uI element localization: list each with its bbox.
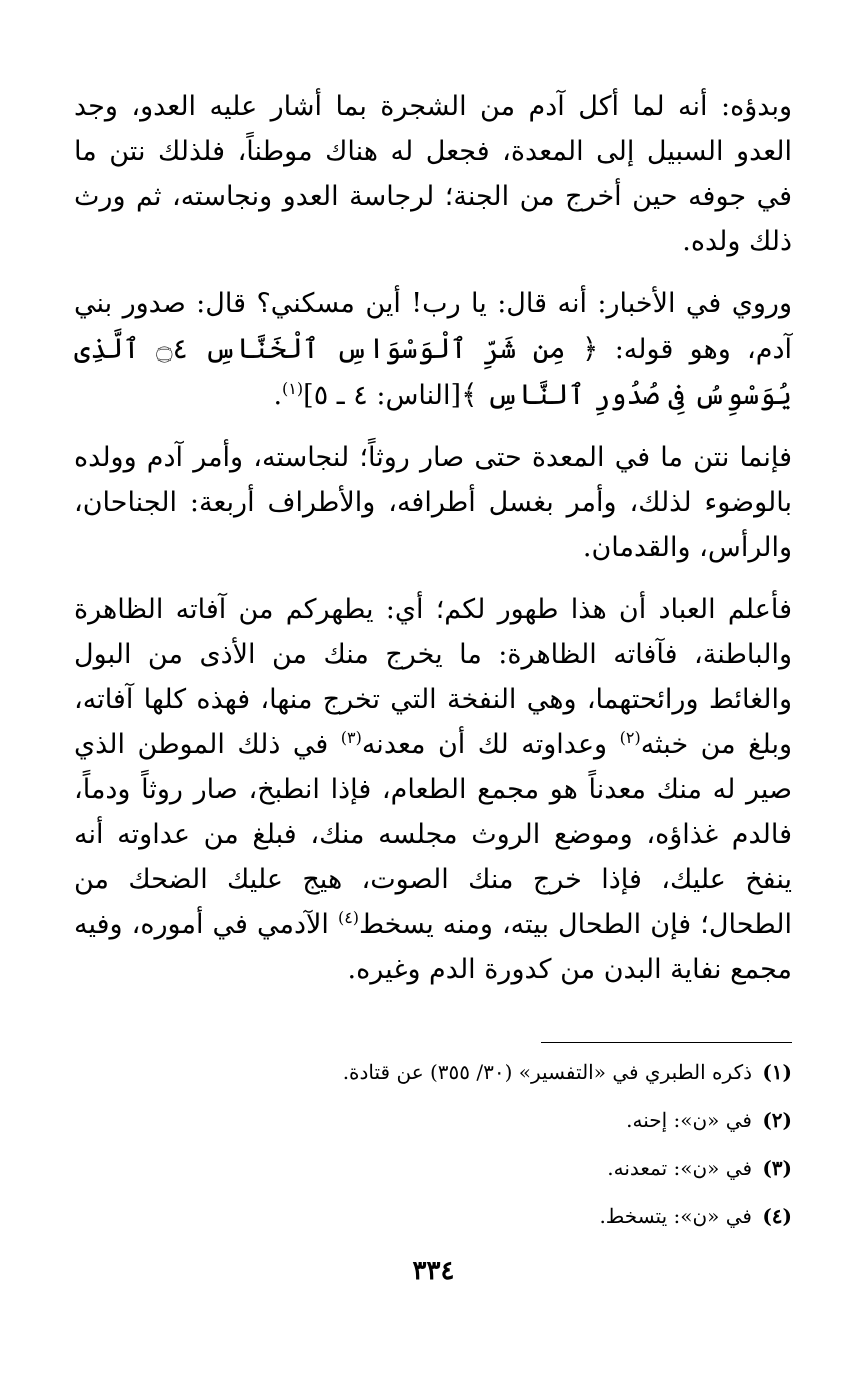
footnote-number: (١) (762, 1060, 792, 1084)
footnote-3 (74, 1156, 792, 1180)
footnotes (74, 1060, 792, 1252)
footnote-ref-1: (١) (282, 379, 304, 398)
paragraph-2 (74, 281, 792, 418)
paragraph-4-part-2: وعداوته لك أن معدنه (361, 729, 620, 760)
paragraph-3: فإنما نتن ما في المعدة حتى صار روثاً؛ لنجاسته، وأمر آدم وولده بالوضوء لذلك، وأمر بغسل أطرافه، والأطراف أربعة: الجناحان، والرأس، والقدمان. (74, 442, 792, 563)
paragraph-2-intro: وروي في الأخبار: أنه قال: يا رب! أين مسكني؟ قال: صدور بني آدم، وهو قوله: (74, 288, 792, 365)
footnote-1 (74, 1060, 792, 1084)
page-number: ٣٣٤ (412, 1256, 455, 1286)
footnote-ref-2: (٢) (619, 728, 641, 747)
footnote-text: في «ن»: تمعدنه. (607, 1156, 752, 1180)
quran-verse: ﴿ مِن شَرِّ ٱلْوَسْوَاسِ ٱلْخَنَّاسِ ۝٤ ٱلَّذِى يُوَسْوِسُ فِى صُدُورِ ٱلنَّاسِ ﴾ (74, 332, 792, 411)
footnote-4 (74, 1204, 792, 1228)
paragraph-4-part-4: الآدمي في أموره، وفيه مجمع نفاية البدن من كدورة الدم وغيره. (74, 909, 792, 985)
footnote-number: (٢) (762, 1108, 792, 1132)
main-text (74, 84, 792, 992)
verse-citation: [الناس: ٤ ـ ٥] (303, 380, 462, 411)
paragraph-4-part-1: فأعلم العباد أن هذا طهور لكم؛ أي: يطهركم من آفاته الظاهرة والباطنة، فآفاته الظاهرة: ما يخرج منك من الأذى من البول والغائط ورائحتهما، وهي النفخة التي تخرج منها، فهذه كلها آفاته، وبلغ من خبثه (74, 594, 792, 760)
paragraph-4 (74, 587, 792, 992)
footnote-text: في «ن»: إحنه. (626, 1108, 752, 1132)
footnote-separator (541, 1042, 792, 1043)
footnote-number: (٤) (762, 1204, 792, 1228)
footnote-text: ذكره الطبري في «التفسير» (٣٠/ ٣٥٥) عن قتادة. (342, 1060, 752, 1084)
paragraph-1: وبدؤه: أنه لما أكل آدم من الشجرة بما أشار عليه العدو، وجد العدو السبيل إلى المعدة، فجعل له هناك موطناً، فلذلك نتن ما في جوفه حين أخرج من الجنة؛ لرجاسة العدو ونجاسته، ثم ورث ذلك ولده. (74, 91, 792, 257)
footnote-2 (74, 1108, 792, 1132)
footnote-ref-4: (٤) (337, 908, 360, 927)
paragraph-4-part-3: في ذلك الموطن الذي صير له منك معدناً هو مجمع الطعام، فإذا انطبخ، صار روثاً ودماً، فالدم غذاؤه، وموضع الروث مجلسه منك، فبلغ من عداوته أنه ينفخ عليك، فإذا خرج منك الصوت، هيج عليك الضحك من الطحال؛ فإن الطحال بيته، ومنه يسخط (74, 729, 792, 940)
footnote-text: في «ن»: يتسخط. (599, 1204, 752, 1228)
footnote-ref-3: (٣) (340, 728, 362, 747)
paragraph-2-end: . (273, 380, 283, 411)
footnote-number: (٣) (762, 1156, 792, 1180)
